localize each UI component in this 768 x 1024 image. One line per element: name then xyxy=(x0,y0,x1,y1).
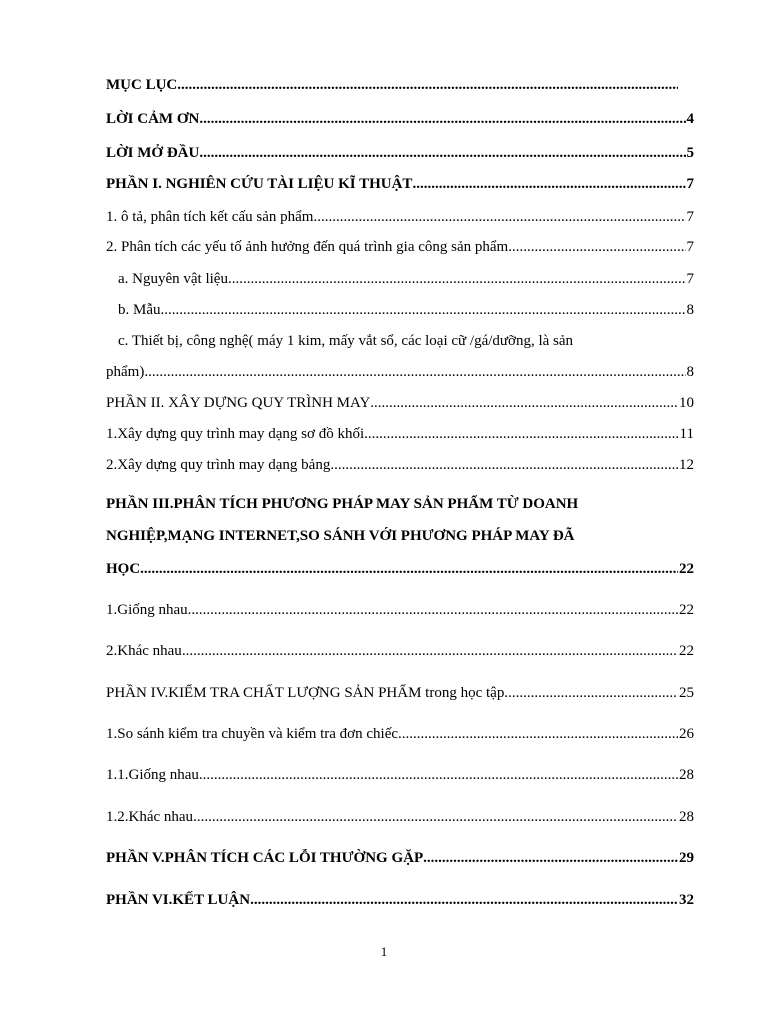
toc-entry: 2.Xây dựng quy trình may dạng bảng ..... 12 xyxy=(106,456,694,474)
toc-entry: c. Thiết bị, công nghệ( máy 1 kim, mấy vắt sổ, các loại cữ /gá/dưỡng, là sản xyxy=(118,333,574,349)
toc-entry: 1.2.Khác nhau ..... 28 xyxy=(106,808,694,826)
toc-title: MỤC LỤC ..... xyxy=(106,76,678,94)
toc-entry: b. Mẫu ..... 8 xyxy=(118,301,694,319)
toc-entry: PHẦN V.PHÂN TÍCH CÁC LỖI THƯỜNG GẶP ..... 29 xyxy=(106,849,694,867)
toc-entry: NGHIỆP,MẠNG INTERNET,SO SÁNH VỚI PHƯƠNG PHÁP MAY ĐÃ xyxy=(106,528,575,544)
toc-entry: PHẦN III.PHÂN TÍCH PHƯƠNG PHÁP MAY SẢN PHẨM TỪ DOANH xyxy=(106,496,579,512)
toc-entry: 1.1.Giống nhau ..... 28 xyxy=(106,766,694,784)
toc-entry: 1.Xây dựng quy trình may dạng sơ đồ khối ..... 11 xyxy=(106,425,694,443)
toc-entry: PHẦN IV.KIỂM TRA CHẤT LƯỢNG SẢN PHẨM trong học tập ..... 25 xyxy=(106,684,694,702)
toc-entry: a. Nguyên vật liệu ..... 7 xyxy=(118,270,694,288)
toc-entry: 2.Khác nhau ..... 22 xyxy=(106,642,694,660)
toc-entry: 1.So sánh kiểm tra chuyền và kiểm tra đơn chiếc ..... 26 xyxy=(106,725,694,743)
toc-entry: PHẦN I. NGHIÊN CỨU TÀI LIỆU KĨ THUẬT ..... 7 xyxy=(106,175,694,193)
page-number: 1 xyxy=(380,944,388,959)
toc-entry: LỜI CẢM ƠN ..... 4 xyxy=(106,110,694,128)
toc-entry: 1. ô tả, phân tích kết cấu sản phẩm ..... 7 xyxy=(106,208,694,226)
toc-entry: LỜI MỞ ĐẦU ..... 5 xyxy=(106,144,694,162)
toc-entry: phẩm) ..... 8 xyxy=(106,363,694,381)
toc-entry: PHẦN VI.KẾT LUẬN ..... 32 xyxy=(106,891,694,909)
toc-entry: 1.Giống nhau ..... 22 xyxy=(106,601,694,619)
toc-entry: 2. Phân tích các yếu tố ảnh hưởng đến quá trình gia công sản phẩm ..... 7 xyxy=(106,238,694,256)
toc-entry: PHẦN II. XÂY DỰNG QUY TRÌNH MAY ..... 10 xyxy=(106,394,694,412)
toc-entry: HỌC ..... 22 xyxy=(106,560,694,578)
